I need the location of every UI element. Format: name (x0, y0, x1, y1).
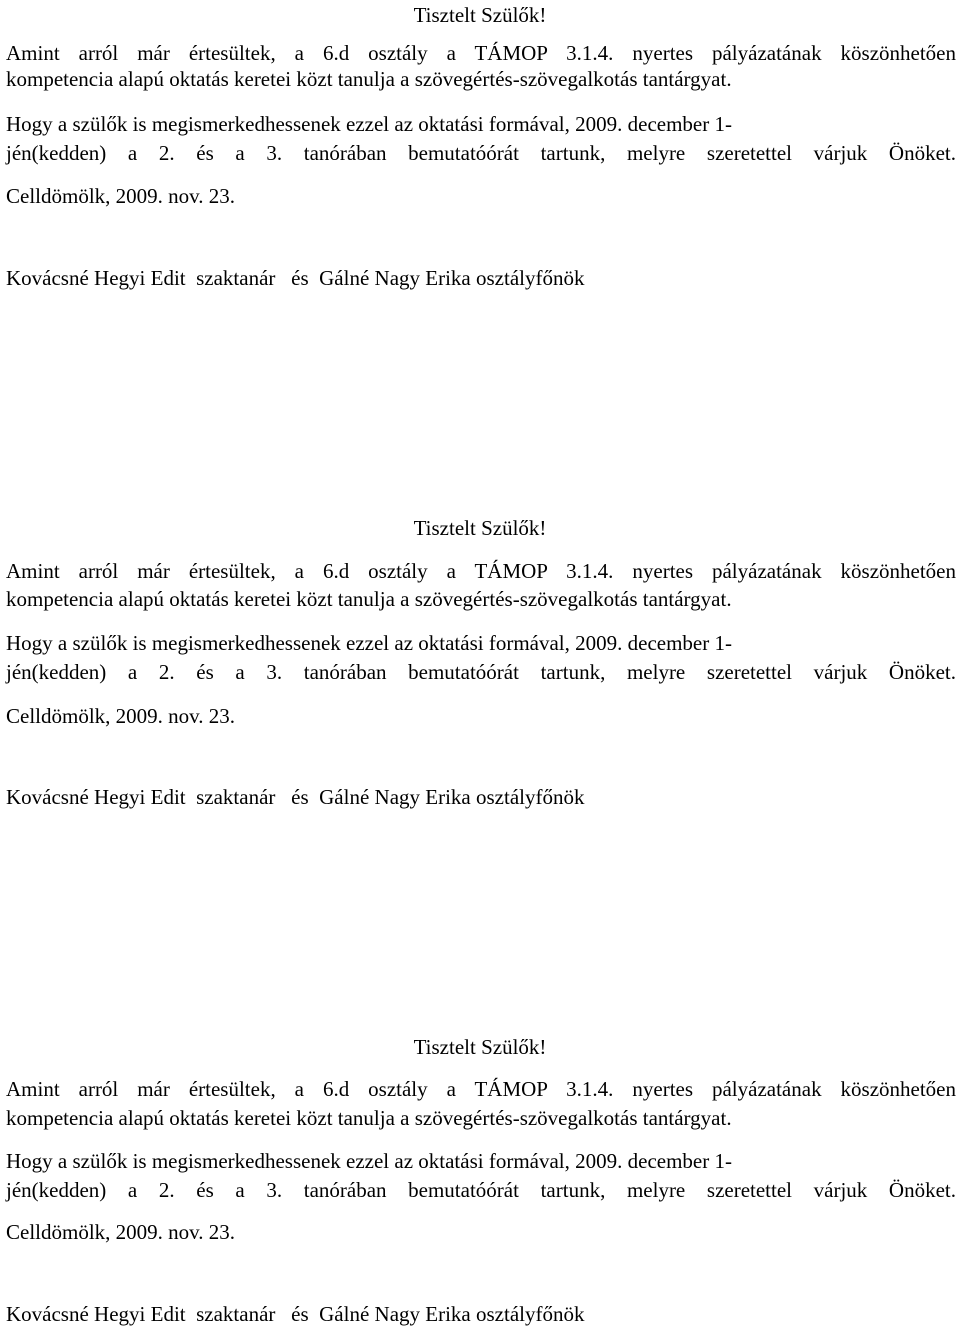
greeting: Tisztelt Szülők! (413, 516, 547, 540)
paragraph-line: Hogy a szülők is megismerkedhessenek ezzel az oktatási formával, 2009. december 1- (6, 631, 732, 655)
paragraph-line: jén(kedden) a 2. és a 3. tanórában bemutatóórát tartunk, melyre szeretettel várjuk Önöket. (6, 660, 956, 684)
signature-line: Kovácsné Hegyi Edit szaktanár és Gálné Nagy Erika osztályfőnök (6, 1302, 585, 1326)
signature-line: Kovácsné Hegyi Edit szaktanár és Gálné Nagy Erika osztályfőnök (6, 785, 585, 809)
paragraph-line: jén(kedden) a 2. és a 3. tanórában bemutatóórát tartunk, melyre szeretettel várjuk Önöket. (6, 141, 956, 165)
greeting: Tisztelt Szülők! (413, 3, 547, 27)
paragraph-line: Amint arról már értesültek, a 6.d osztály a TÁMOP 3.1.4. nyertes pályázatának köszönhetően (6, 1077, 956, 1101)
paragraph-line: kompetencia alapú oktatás keretei közt tanulja a szövegértés-szövegalkotás tantárgyat. (6, 67, 732, 91)
paragraph-line: jén(kedden) a 2. és a 3. tanórában bemutatóórát tartunk, melyre szeretettel várjuk Önöket. (6, 1178, 956, 1202)
paragraph-line: Hogy a szülők is megismerkedhessenek ezzel az oktatási formával, 2009. december 1- (6, 1149, 732, 1173)
date-line: Celldömölk, 2009. nov. 23. (6, 184, 236, 208)
paragraph-line: Amint arról már értesültek, a 6.d osztály a TÁMOP 3.1.4. nyertes pályázatának köszönhetően (6, 559, 956, 583)
date-line: Celldömölk, 2009. nov. 23. (6, 704, 236, 728)
paragraph-line: kompetencia alapú oktatás keretei közt tanulja a szövegértés-szövegalkotás tantárgyat. (6, 587, 732, 611)
greeting: Tisztelt Szülők! (413, 1035, 547, 1059)
signature-line: Kovácsné Hegyi Edit szaktanár és Gálné Nagy Erika osztályfőnök (6, 266, 585, 290)
paragraph-line: Amint arról már értesültek, a 6.d osztály a TÁMOP 3.1.4. nyertes pályázatának köszönhetően (6, 41, 956, 65)
paragraph-line: Hogy a szülők is megismerkedhessenek ezzel az oktatási formával, 2009. december 1- (6, 112, 732, 136)
date-line: Celldömölk, 2009. nov. 23. (6, 1220, 236, 1244)
paragraph-line: kompetencia alapú oktatás keretei közt tanulja a szövegértés-szövegalkotás tantárgyat. (6, 1106, 732, 1130)
